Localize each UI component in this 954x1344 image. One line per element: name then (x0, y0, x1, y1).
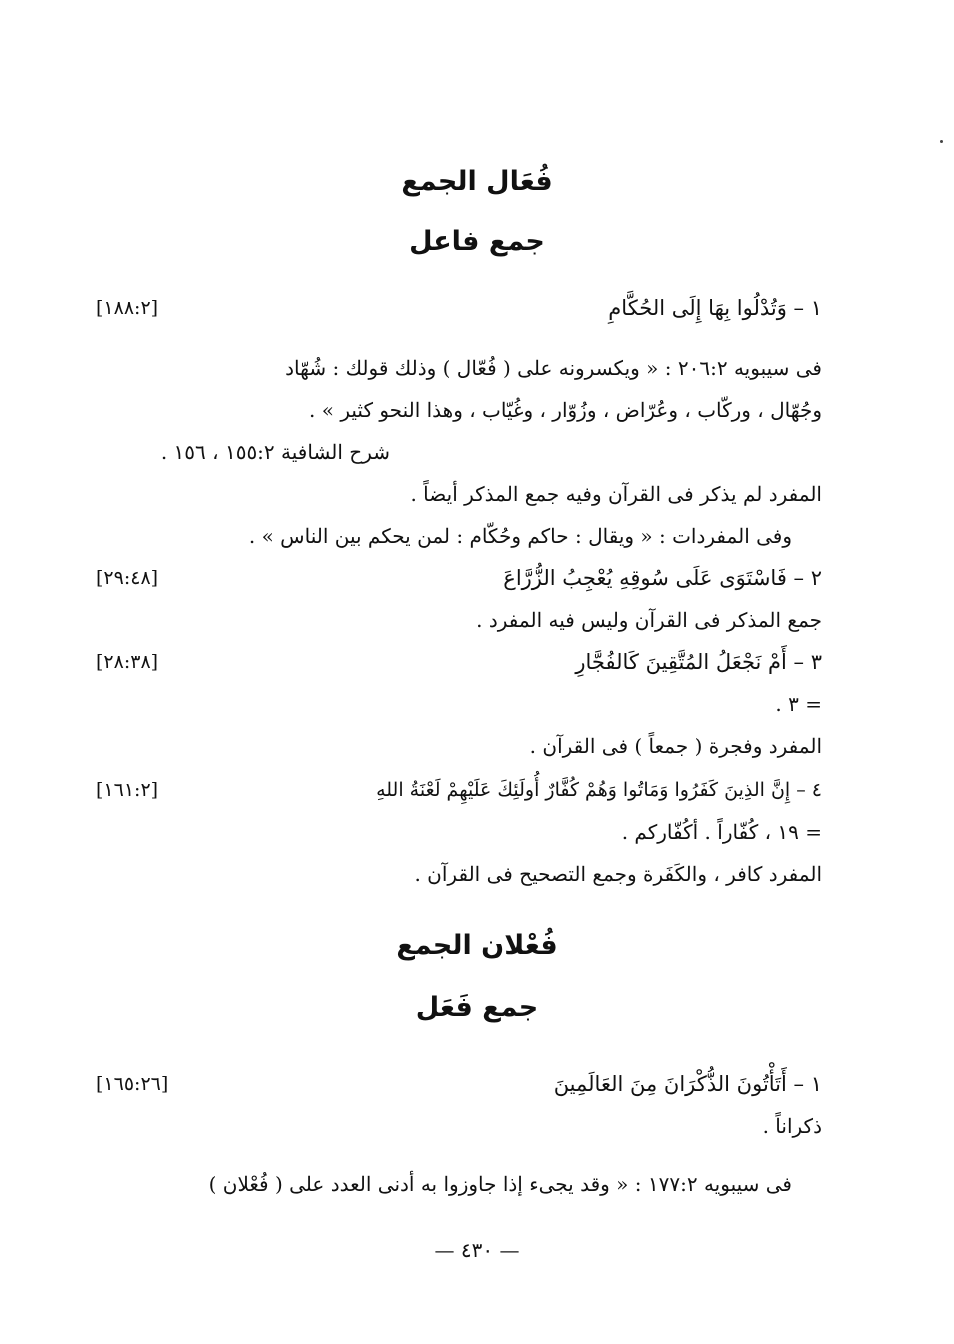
section-subtitle: جمع فاعل (409, 226, 545, 257)
verse-reference: [٢٨:٣٨] (96, 651, 159, 673)
verse-reference: [١٦١:٢] (96, 779, 159, 801)
ayah-line: ٣ – أَمْ نَجْعَلُ المُتَّقِينَ كَالفُجَّارِ (575, 650, 822, 674)
scan-dot (940, 140, 943, 143)
commentary-line: فى سيبويه ١٧٧:٢ : « وقد يجىء إذا جاوزوا به أدنى العدد على ( فُعْلان ) (208, 1172, 792, 1196)
ayah-line: ٤ – إِنَّ الذِينَ كَفَرُوا وَمَاتُوا وَهُمْ كُفَّارٌ أُولَئِكَ عَلَيْهِمْ لَعْنَةُ اللهِ (376, 779, 822, 801)
verse-reference: [٢٩:٤٨] (96, 567, 159, 589)
commentary-line: وجُهّال ، وركّاب ، وعُرّاض ، وزُوّار ، وغُيّاب ، وهذا النحو كثير » . (309, 398, 822, 422)
commentary-line: جمع المذكر فى القرآن وليس فيه المفرد . (476, 608, 822, 632)
section-title: فُعَال الجمع (401, 166, 553, 197)
commentary-line: فى سيبويه ٢٠٦:٢ : « ويكسرونه على ( فُعّال ) وذلك قولك : شُهّاد (285, 356, 822, 380)
verse-reference: [١٨٨:٢] (96, 297, 159, 319)
commentary-line: المفرد كافر ، والكَفَرة وجمع التصحيح فى القرآن . (414, 862, 822, 886)
ayah-line: ٢ – فَاسْتَوَى عَلَى سُوقِهِ يُعْجِبُ الزُّرَّاعَ (503, 566, 822, 590)
ayah-line: ١ – أَتَأْتُونَ الذُّكْرَانَ مِنَ العَالَمِينَ (553, 1072, 822, 1096)
commentary-line: = ٣ . (775, 692, 822, 716)
page-number: — ٤٣٠ — (434, 1238, 520, 1262)
commentary-line: = ١٩ ، كُفّاراً . أكُفّاركم . (621, 820, 822, 844)
ayah-line: ١ – وَتُدْلُوا بِهَا إِلَى الحُكَّامِ (608, 296, 822, 320)
commentary-line: شرح الشافية ١٥٥:٢ ، ١٥٦ . (160, 440, 390, 464)
section-subtitle: جمع فَعَل (415, 992, 539, 1023)
commentary-line: المفرد لم يذكر فى القرآن وفيه جمع المذكر أيضاً . (410, 482, 822, 506)
section-title: فُعْلان الجمع (396, 930, 558, 961)
verse-reference: [١٦٥:٢٦] (96, 1073, 169, 1095)
commentary-line: المفرد وفجرة ( جمعاً ) فى القرآن . (529, 734, 822, 758)
commentary-line: وفى المفردات : « ويقال : حاكم وحُكّام : لمن يحكم بين الناس » . (248, 524, 792, 548)
commentary-line: ذكراناً . (762, 1114, 822, 1138)
